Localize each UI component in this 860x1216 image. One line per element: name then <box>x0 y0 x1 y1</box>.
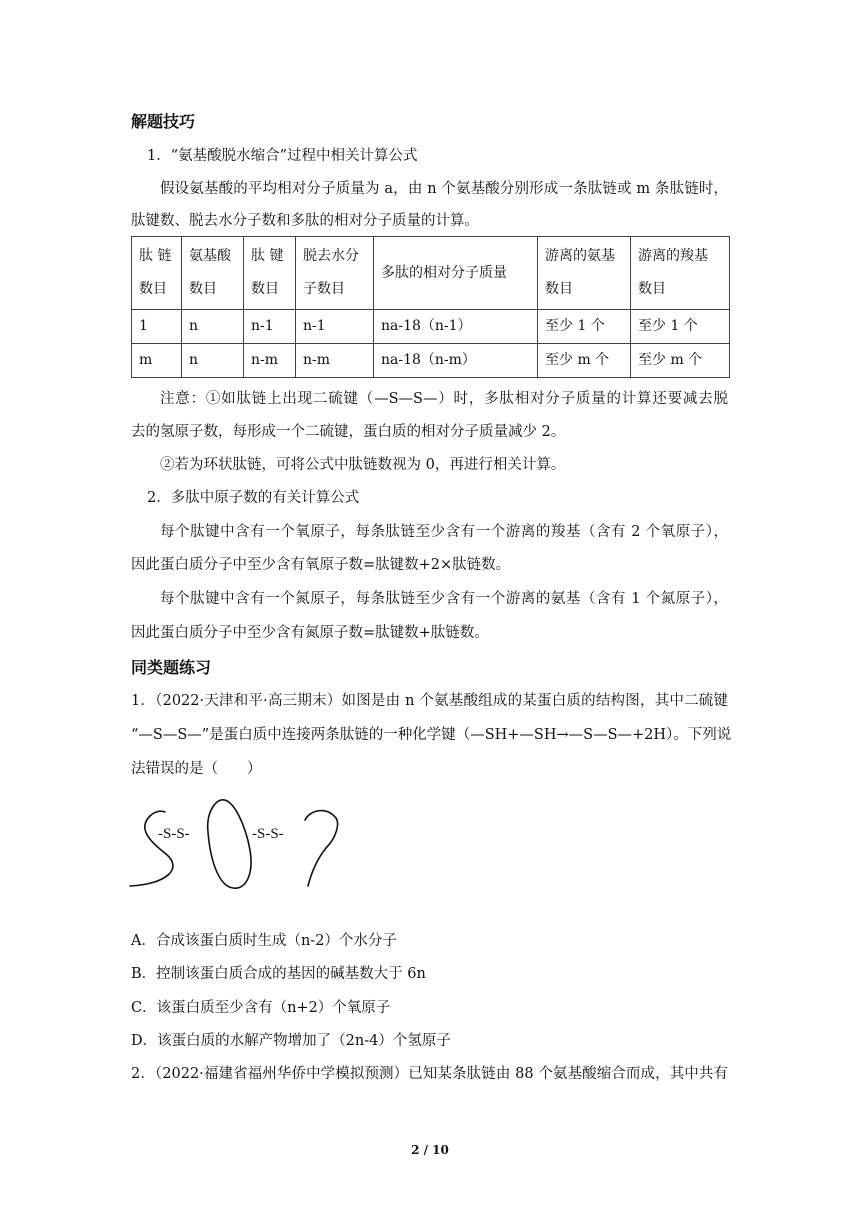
point2-title: 2．多肽中原子数的有关计算公式 <box>147 490 360 506</box>
point2-para1-line2: 因此蛋白质分子中至少含有氧原子数=肽键数+2×肽链数。 <box>131 557 511 573</box>
option-a: A．合成该蛋白质时生成（n-2）个水分子 <box>131 933 397 949</box>
table-cell: na-18（n-m） <box>374 344 538 378</box>
table-cell: n-m <box>244 344 296 378</box>
table-row <box>132 310 730 344</box>
table-header-row <box>132 237 730 310</box>
point1-paragraph-line2: 肽键数、脱去水分子数和多肽的相对分子质量的计算。 <box>131 213 479 229</box>
section-heading-tips: 解题技巧 <box>131 112 196 131</box>
table-cell: n-m <box>296 344 374 378</box>
table-cell: 至少 m 个 <box>538 344 631 378</box>
table-cell: 至少 1 个 <box>631 310 730 344</box>
point2-para2-line2: 因此蛋白质分子中至少含有氮原子数=肽键数+肽链数。 <box>131 625 489 641</box>
page-number: 2 / 10 <box>411 1143 449 1157</box>
point1-title: 1．“氨基酸脱水缩合”过程中相关计算公式 <box>147 148 418 164</box>
table-header-cell: 氨基酸 数目 <box>182 237 244 310</box>
note-line2: 去的氢原子数，每形成一个二硫键，蛋白质的相对分子质量减少 2。 <box>131 424 566 440</box>
table-cell: 至少 m 个 <box>631 344 730 378</box>
section-heading-practice: 同类题练习 <box>131 658 212 677</box>
disulfide-label-left: -S-S- <box>158 826 190 842</box>
table-cell: m <box>132 344 182 378</box>
table-header-cell: 多肽的相对分子质量 <box>374 237 538 310</box>
table-cell: n <box>182 344 244 378</box>
note-line1: 注意：①如肽链上出现二硫键（—S—S—）时，多肽相对分子质量的计算还要减去脱 <box>160 391 728 407</box>
option-b: B．控制该蛋白质合成的基因的碱基数大于 6n <box>131 966 426 982</box>
table-cell: 1 <box>132 310 182 344</box>
table-cell: 至少 1 个 <box>538 310 631 344</box>
table-header-cell: 游离的氨基 数目 <box>538 237 631 310</box>
table-cell: n-1 <box>296 310 374 344</box>
disulfide-label-right: -S-S- <box>252 826 284 842</box>
peptide-chain-right <box>305 811 338 886</box>
protein-structure-figure <box>128 798 348 898</box>
table-header-cell: 肽 链 数目 <box>132 237 182 310</box>
formula-table <box>131 236 730 378</box>
option-c: C．该蛋白质至少含有（n+2）个氧原子 <box>131 1000 391 1016</box>
table-cell: na-18（n-1） <box>374 310 538 344</box>
point2-para1-line1: 每个肽键中含有一个氧原子，每条肽链至少含有一个游离的羧基（含有 2 个氧原子）， <box>160 524 728 540</box>
table-row <box>132 344 730 378</box>
table-header-cell: 脱去水分 子数目 <box>296 237 374 310</box>
table-cell: n-1 <box>244 310 296 344</box>
option-d: D．该蛋白质的水解产物增加了（2n-4）个氢原子 <box>131 1033 451 1049</box>
note-line3: ②若为环状肽链，可将公式中肽链数视为 0，再进行相关计算。 <box>160 457 566 473</box>
question1-line2: “—S—S—”是蛋白质中连接两条肽链的一种化学键（—SH+—SH→—S—S—+2H）。下列说 <box>131 727 732 743</box>
peptide-chain-middle <box>208 800 251 888</box>
question1-line1: 1．（2022·天津和平·高三期末）如图是由 n 个氨基酸组成的某蛋白质的结构图，其中二硫键 <box>131 693 728 709</box>
table-header-cell: 游离的羧基 数目 <box>631 237 730 310</box>
peptide-chain-left <box>130 811 173 886</box>
table-header-cell: 肽 键 数目 <box>244 237 296 310</box>
question1-line3: 法错误的是（ ） <box>131 761 262 777</box>
point2-para2-line1: 每个肽键中含有一个氮原子，每条肽链至少含有一个游离的氨基（含有 1 个氮原子）， <box>160 591 728 607</box>
table-cell: n <box>182 310 244 344</box>
question2-line1: 2．（2022·福建省福州华侨中学模拟预测）已知某条肽链由 88 个氨基酸缩合而成，其中共有 <box>131 1066 728 1082</box>
point1-paragraph-line1: 假设氨基酸的平均相对分子质量为 a，由 n 个氨基酸分别形成一条肽链或 m 条肽链时， <box>160 181 728 197</box>
